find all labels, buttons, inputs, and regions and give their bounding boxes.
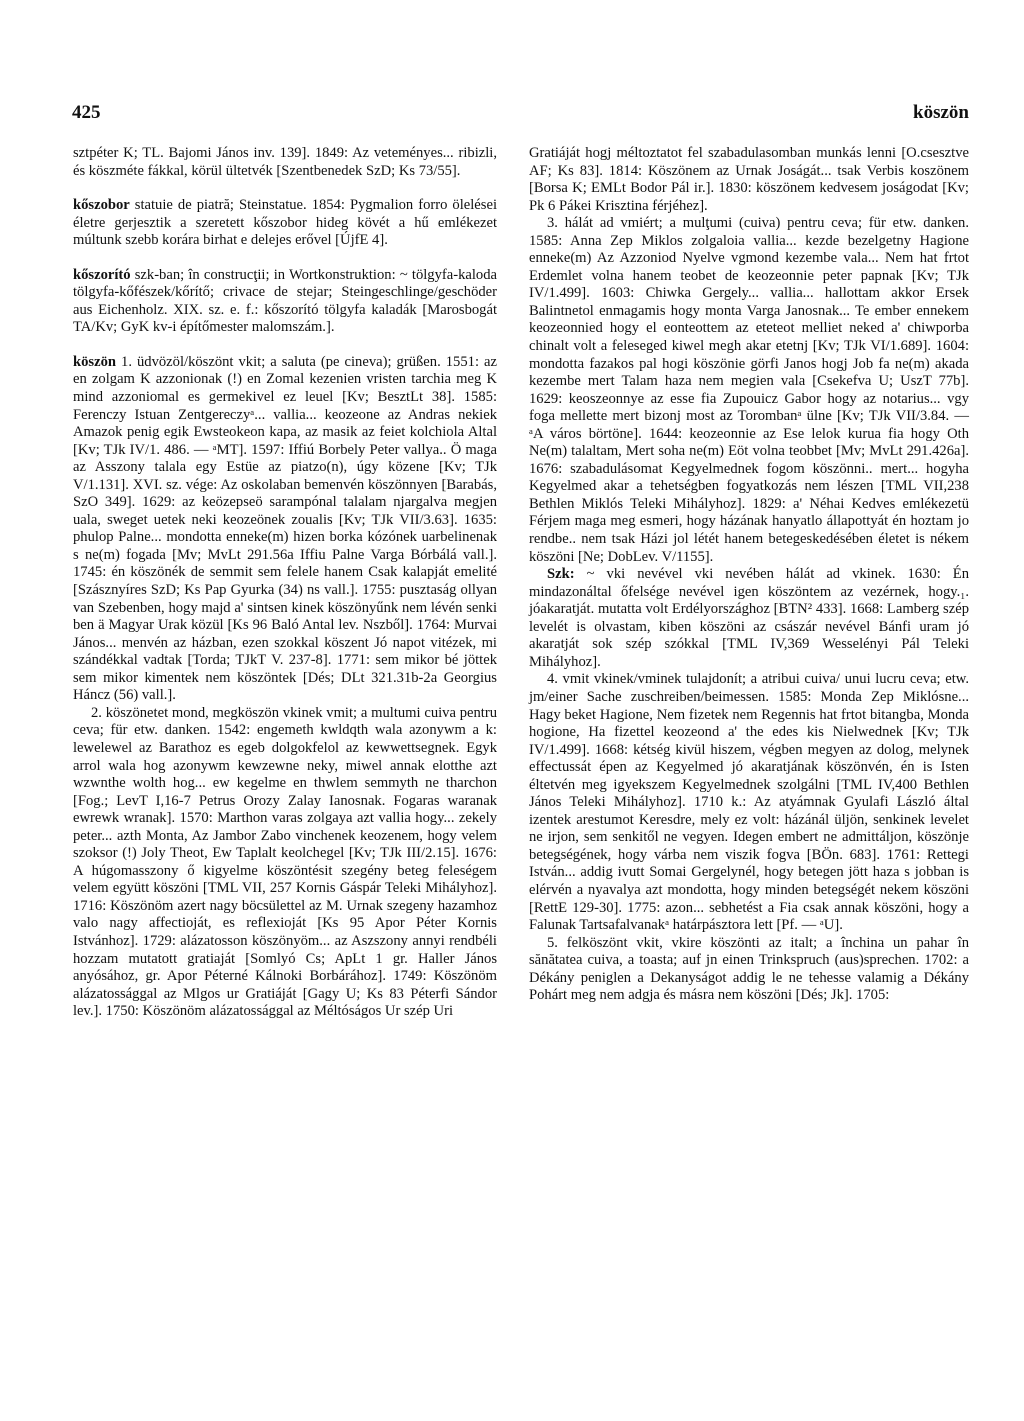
- sense-2: 2. köszönetet mond, megköszön vkinek vmit; a multumi cuiva pentru ceva; für etw. danken. 1542: engemeth kwldqth wala azonywm a k: lewelewel az Barathoz es egeb dolgokfelol az kewwettsegnek. Egyk arrol wala hog azonywm kewzewne neky, miwel annak elotthe azt wzwnthe wolth hog... ew kegelme en thwlem semmyth ne tharchon [Fog.; LevT I,16-7 Petrus Orozy Zalay Ianosnak. Fogaras waranak ewrewk wranak]. 1570: Marthon varas zolgaya azt vallia hogy... zekely peter... azth Monta, Az Jambor Zabo vinchenek keozenem, hogy velem szoksor (!) Joly Theot, Ew Taplalt keolchegel [Kv; TJk III/2.15]. 1676: A húgomasszony ő kigyelme köszöntésit szegény beteg feleségem velem együtt köszöni [TML VII, 257 Kornis Gáspár Teleki Mihályhoz]. 1716: Köszönöm azert nagy böcsülettel az M. Urnak szegeny hazamhoz valo nagy affectioját, es reflexioját [Ks 95 Apor Péter Kornis Istvánhoz]. 1729: alázatosson köszönyöm... az Aszszony annyi rendbéli hozzam mutatott gratiaját [Somlyó Cs; ApLt 1 gr. Haller János anyósához, gr. Apor Péterné Kálnoki Borbárához]. 1749: Köszönöm alázatossággal az Mlgos ur Gratiáját [Gagy U; Ks 83 Péterfi Sándor lev.]. 1750: Köszönöm alázatossággal az Méltóságos Ur szép Uri: [73, 704, 497, 1020]
- entry-continuation: sztpéter K; TL. Bajomi János inv. 139]. 1849: Az veteményes... ribizli, és köszméte fákkal, körül ültetvék [Szentbenedek SzD; Ks 73/55].: [73, 145, 497, 179]
- entry-headword: kőszobor: [73, 197, 130, 214]
- sense-5: 5. felköszönt vkit, vkire köszönti az italt; a închina un pahar în sănătatea cuiva, a toasta; auf jn einen Trinkspruch (aus)sprechen. 1702: a Dékány peniglen a Dekanyságot addig le ne tehesse valamig a Dékány Pohárt meg nem adgja és másra nem köszöni [Dés; Jk]. 1705:: [529, 934, 969, 1004]
- entry-headword: köszön: [73, 353, 116, 370]
- entry-headword: kőszorító: [73, 266, 131, 283]
- page-header: [72, 102, 969, 132]
- entry-koszobor: [73, 197, 497, 250]
- phrase-label: Szk:: [547, 566, 575, 583]
- phrase-body: ~ vki nevével vki nevében hálát ad vkinek. 1630: Én mindazonáltal őfelsége nevével igen köszöntem az vezérnek, hogy.₁. jóakaratját. mutatta volt Erdélyországhoz [BTN² 433]. 1668: Lamberg szép levelét is olvastam, kiben köszöni az császár nevével Bánfi uram jó akaratját sok szép szókkal [TML IV,369 Wesselényi Pál Teleki Mihályhoz].: [529, 566, 969, 670]
- phrase-szk: [529, 566, 969, 671]
- sense-3: 3. hálát ad vmiért; a mulţumi (cuiva) pentru ceva; für etw. danken. 1585: Anna Zep Miklos zolgaloia vallia... kezde bezelgetny Hagione enneke(m) Az Azzoniod Nyelve vgmond kezembe vala... Nem hat frtot Erdemlet volna hanem teobet de keozeonnie peter papnak [Kv; TJk IV/1.499]. 1603: Chiwka Gergely... vallia... hallottam akkor Ersek Balintnetol enmagamis hogy monta Varga Janosnak... Te ember ennekem keozeonnied hogy el eonteottem az eteteot melliet neked a' chiwporba chinalt volt a feleseged kiwel megh akar etetnj [Kv; TJk VI/1.689]. 1604: mondotta fazakos pal hogi köszönie görfi Janos hogj Job fa ne(m) akada kezembe mert Talam haza nem megien vala [Csekefva U; UszT 77b]. 1629: keoszeonnye az esse fia Zupouicz Gabor hogy az notarius... vgy foga mellette mert bizonj most az Torombanᵃ ülne [Kv; TJk VII/3.84. — ᵃA város börtöne]. 1644: keozeonnie az Ese lelok kurua fia hogy Oth Ne(m) talaltam, Mert soha ne(m) Eöt volna teobbet [Mv; MvLt 291.426a]. 1676: szabadulásomat Kegyelmednek fogom köszönni.. mert... hogyha Kegyelmed akar a tehetségben fogyatkozás nem lészen [TML VII,238 Bethlen Miklós Teleki Mihályhoz]. 1829: a' Néhai Kedves emlékezetü Férjem maga meg esmeri, hogy házának hanyatlo állapottyát én hoztam jo rendbe.. nem tsak Házi jol létét hanem betegeskedésében életet is nékem köszöni [Ne; DobLev. V/1155].: [529, 215, 969, 565]
- entry-koszon: [73, 354, 497, 705]
- page-number: 425: [72, 102, 101, 123]
- sense-2-continuation: Gratiáját hogj méltoztatot fel szabadulasomban munkás lenni [O.csesztve AF; Ks 83]. 1814: Köszönem az Urnak Joságát... tsak Verbis koszönem [Borsa K; EMLt Bodor Pál ir.]. 1830: köszönem kedvesem joságodat [Kv; Pk 6 Pákei Krisztina férjéhez].: [529, 145, 969, 214]
- entry-body: statuie de piatră; Steinstatue. 1854: Pygmalion forro ölelései életre gerjesztik a szeretett kőszobor hideg kövét a hű emlékezet múltunk szebb korára birhat e delejes erővel [ÚjfE 4].: [73, 197, 497, 249]
- entry-koszorito: [73, 267, 497, 337]
- entry-body: 1. üdvözöl/köszönt vkit; a saluta (pe cineva); grüßen. 1551: az en zolgam K azzonionak (!) en Zomal kezenien vristen tarchia meg K mind azzoniomal es germekivel ez leuel [Kv; BesztLt 38]. 1585: Ferenczy Istuan Zentgereczyᵃ... vallia... keozeone az Andras nekiek Amazok penig egik Ewsteokeon kapa, az masik az feiet kolchiola Altal [Kv; TJk IV/1. 486. — ᵃMT]. 1597: Iffiú Borbely Peter vallya.. Ö maga az Asszony talala egy Estüe az piatzo(n), úgy közene [Kv; TJk V/1.131]. XVI. sz. vége: Az oskolaban bemenvén köszönnyen [Barabás, SzO 349]. 1629: az keözepseö sarampónal talalam njargalva megjen uala, sweget uetek neki keozeönek zoualis [Kv; TJk VII/3.63]. 1635: phulop Palne... mondotta enneke(m) hizen borka kózónek uarbelinenak s ne(m) fogada [Mv; MvLt 291.56a Iffiu Palne Varga Bórbálá vall.]. 1745: én köszönék de semmit sem felele hanem Csak kalapját emelité [Szásznyíres SzD; Ks Pap Gyurka (34) ns vall.]. 1755: pusztaság ollyan van Szebenben, hogy majd a' sintsen kinek köszönyűnk nem lévén senki ben ä Magyar Urak közül [Ks 96 Baló Antal lev. Nszből]. 1764: Murvai János... menvén az házban, ezen szokkal köszent Jó napot vitézek, mi szándékkal vadtak [Torda; TJkT V. 237-8]. 1771: sem mikor bé jöttek sem mikor kimentek nem köszöntek [Dés; DLt 321.31b-2a Georgius Háncz (56) vall.].: [73, 353, 497, 704]
- entry-body: szk-ban; în construcţii; in Wortkonstruktion: ~ tölgyfa-kaloda tölgyfa-kőfészek/kőrítő; crivace de stejar; Steingeschlinge/geschöder aus Eichenholz. XIX. sz. e. f.: kőszorító tölgyfa kaladák [Marosbogát TA/Kv; GyK kv-i építőmester malomszám.].: [73, 266, 497, 336]
- left-column: [73, 145, 497, 1021]
- right-column: [529, 145, 969, 1005]
- running-headword: köszön: [913, 102, 969, 123]
- sense-4: 4. vmit vkinek/vminek tulajdonít; a atribui cuiva/ unui lucru ceva; etw. jm/einer Sache zuschreiben/beimessen. 1585: Monda Zep Miklósne... Hagy beket Hagione, Nem fizetek nem Regennis hat frtot bitangba, Monda hogione, Ha fizettel keozeond a' the edes kis Nielwednek [Kv; TJk IV/1.499]. 1668: kétség kivül hiszem, végben megyen az dolog, melynek effectussát épen az Kegyelmed jó akaratjának köszönvén, én is Isten éltetvén meg igyekszem Kegyelmednek szolgálni [TML IV,400 Bethlen János Teleki Mihályhoz]. 1710 k.: Az atyámnak Gyulafi László által izentek arestumot Keresdre, mely ez volt: házánál üljön, senkinek levelet ne irjon, sem senkitől ne vegyen. Idegen embert ne admittáljon, köszönje betegségének, hogy várba nem viszik fogva [BÖn. 683]. 1761: Rettegi István... addig ivutt Somai Gergelynél, hogy betegen jött haza s jobban is elérvén a nyavalya azt mondotta, hogy minden betegségét nekem köszöni [RettE 129-30]. 1775: azon... sebhetést a Fia csak annak köszöni, hogy a Falunak Tartsafalvanakᵃ határpásztora lett [Pf. — ᵃU].: [529, 671, 969, 934]
